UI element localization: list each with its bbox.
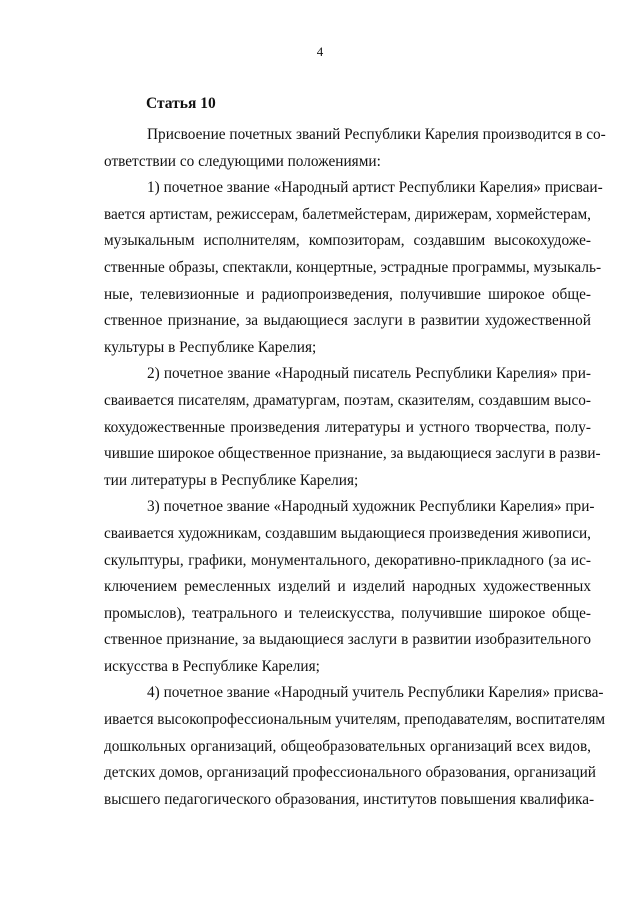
- paragraph: [104, 175, 603, 361]
- document-body: [104, 122, 606, 813]
- paragraph: [104, 122, 606, 175]
- text-line: ственные образы, спектакли, концертные, эстрадные программы, музыкаль-: [104, 258, 602, 276]
- text-line: искусства в Республике Карелия;: [104, 657, 320, 675]
- text-line: сваивается художникам, создавшим выдающиеся произведения живописи,: [104, 524, 591, 542]
- text-line: 3) почетное звание «Народный художник Республики Карелия» при-: [147, 498, 595, 516]
- paragraph: [104, 494, 595, 680]
- text-line: промыслов), театрального и телеискусства, получившие широкое обще-: [104, 604, 591, 622]
- text-line: чившие широкое общественное признание, за выдающиеся заслуги в разви-: [104, 445, 601, 463]
- text-line: ивается высокопрофессиональным учителям, преподавателям, воспитателям: [104, 711, 606, 729]
- text-line: ственное признание, за выдающиеся заслуги в развитии художественной: [104, 312, 591, 330]
- text-line: ные, телевизионные и радиопроизведения, получившие широкое обще-: [104, 285, 591, 303]
- text-line: 2) почетное звание «Народный писатель Республики Карелия» при-: [147, 365, 591, 383]
- text-line: дошкольных организаций, общеобразовательных организаций всех видов,: [104, 737, 591, 755]
- text-line: высшего педагогического образования, институтов повышения квалифика-: [104, 790, 595, 808]
- text-line: детских домов, организаций профессионального образования, организаций: [104, 764, 596, 782]
- text-line: тии литературы в Республике Карелия;: [104, 471, 359, 489]
- text-line: 1) почетное звание «Народный артист Республики Карелия» присваи-: [147, 179, 603, 197]
- text-line: 4) почетное звание «Народный учитель Республики Карелия» присва-: [147, 684, 604, 702]
- page-number: 4: [316, 44, 324, 59]
- text-line: кохудожественные произведения литературы и устного творчества, полу-: [104, 418, 591, 436]
- text-line: ответствии со следующими положениями:: [104, 152, 381, 170]
- paragraph: [104, 680, 606, 813]
- text-line: Присвоение почетных званий Республики Карелия производится в со-: [147, 126, 606, 143]
- text-line: культуры в Республике Карелия;: [104, 338, 317, 356]
- text-line: ключением ремесленных изделий и изделий народных художественных: [104, 578, 591, 596]
- article-heading: Статья 10: [146, 95, 216, 112]
- text-line: ственное признание, за выдающиеся заслуги в развитии изобразительного: [104, 631, 591, 649]
- text-line: музыкальным исполнителям, композиторам, создавшим высокохудоже-: [104, 232, 591, 250]
- text-line: сваивается писателям, драматургам, поэтам, сказителям, создавшим высо-: [104, 391, 591, 409]
- paragraph: [104, 361, 601, 494]
- text-line: скульптуры, графики, монументального, декоративно-прикладного (за ис-: [104, 551, 591, 569]
- text-line: вается артистам, режиссерам, балетмейстерам, дирижерам, хормейстерам,: [104, 205, 591, 223]
